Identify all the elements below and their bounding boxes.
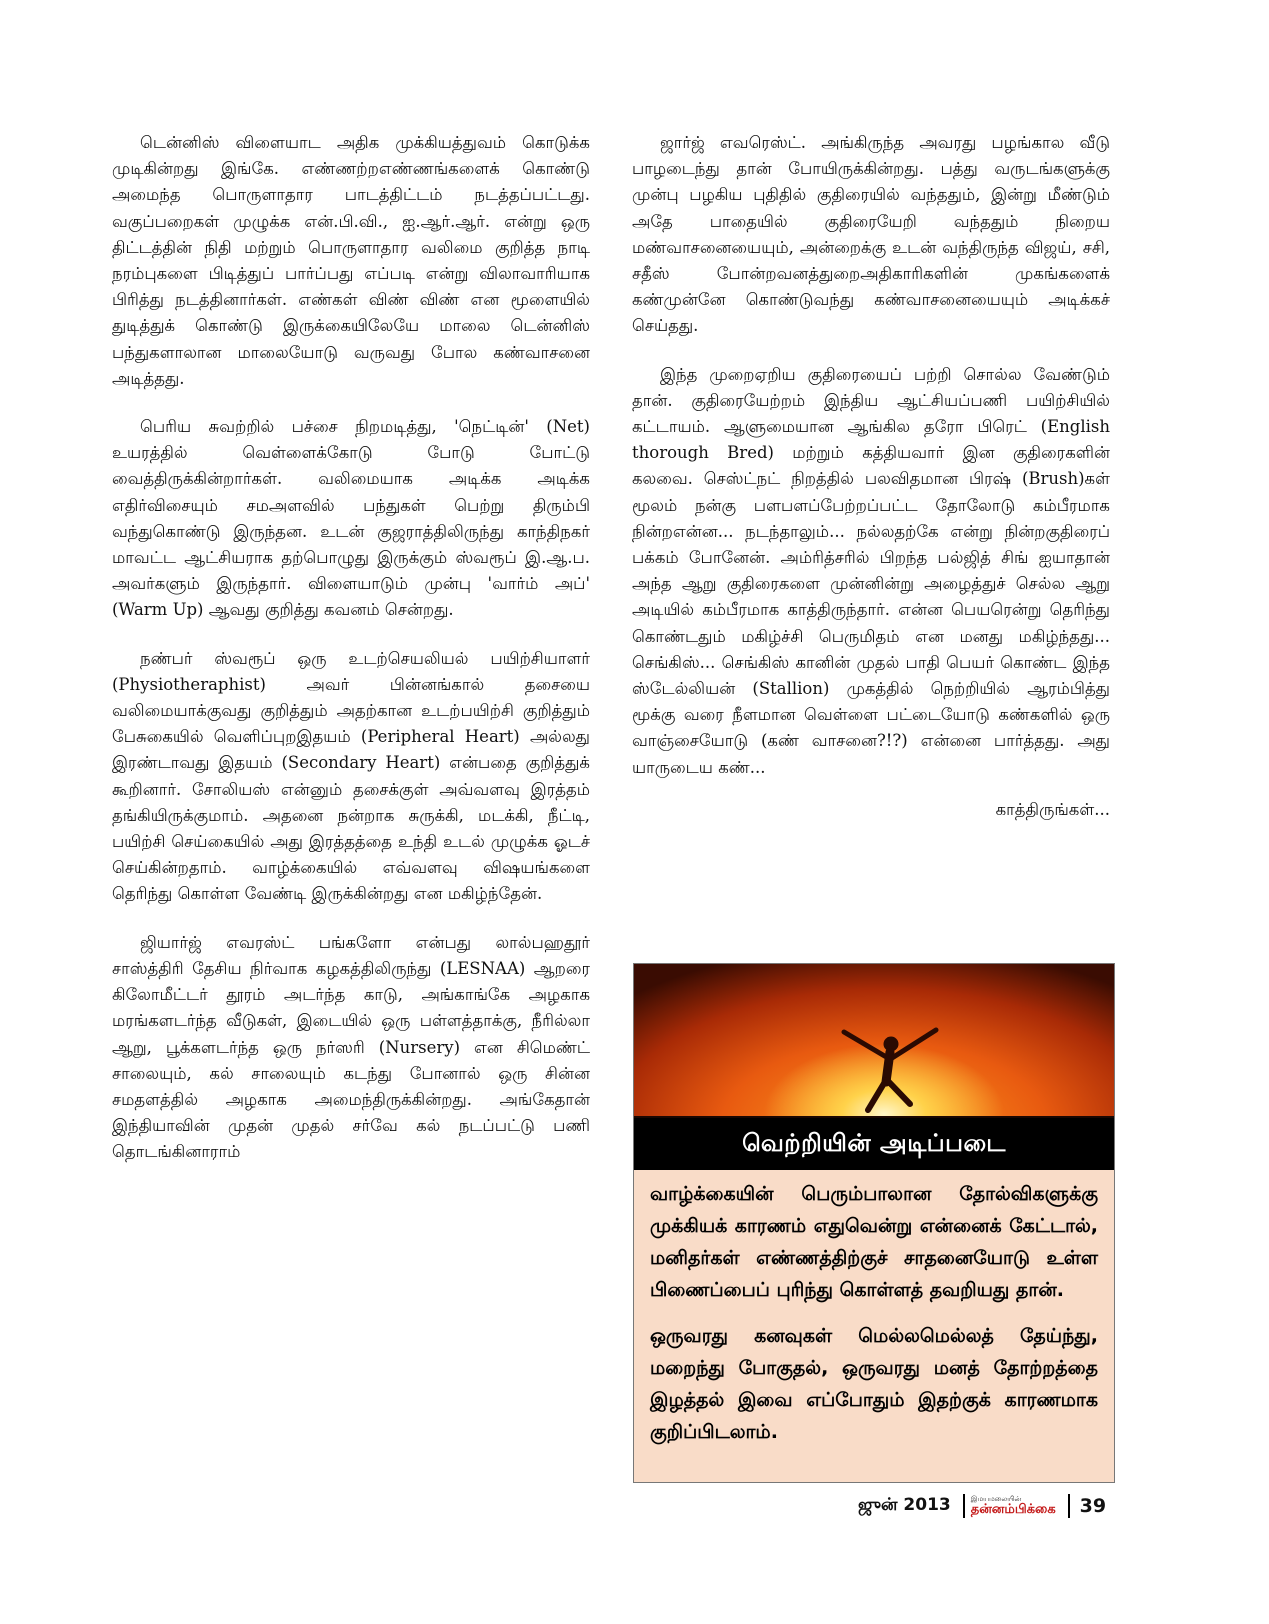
sidebar-text (634, 1170, 1114, 1448)
page-number: 39 (1079, 1495, 1107, 1517)
masthead-tagline: இமயமலையின் (970, 1495, 1022, 1503)
sunset-image (634, 964, 1114, 1170)
right-column (632, 130, 1110, 823)
page-footer (858, 1494, 1106, 1518)
masthead-name: தன்னம்பிக்கை (970, 1502, 1056, 1517)
jumping-person-icon (834, 1026, 944, 1126)
sidebar-title-banner (634, 1118, 1114, 1170)
footer-divider-2 (1068, 1494, 1070, 1518)
paragraph-george-everest: ஜார்ஜ் எவரெஸ்ட். அங்கிருந்த அவரது பழங்கால வீடு பாழடைந்து தான் போயிருக்கின்றது. பத்து வருடங்களுக்கு முன்பு பழகிய புதிதில் குதிரையில் வந்ததும், இன்று மீண்டும் அதே பாதையில் குதிரையேறி வந்ததும் நிறைய மண்வாசனையையும், அன்றைக்கு உடன் வந்திருந்த விஜய், சசி, சதீஸ் போன்றவனத்துறைஅதிகாரிகளின் முகங்களைக் கண்முன்னே கொண்டுவந்து கண்வாசனையையும் அடிக்கச் செய்தது. (632, 133, 1110, 336)
footer-divider (963, 1494, 965, 1518)
sidebar-paragraph-2: ஒருவரது கனவுகள் மெல்லமெல்லத் தேய்ந்து, மறைந்து போகுதல், ஒருவரது மனத் தோற்றத்தை இழத்தல் இவை எப்போதும் இதற்குக் காரணமாக குறிப்பிடலாம். (650, 1325, 1098, 1443)
paragraph-physio: நண்பர் ஸ்வரூப் ஒரு உடற்செயலியல் பயிற்சியாளர் (Physiotheraphist) அவர் பின்னங்கால் தசையை வலிமையாக்குவது குறித்தும் அதற்கான உடற்பயிற்சி குறித்தும் பேசுகையில் வெளிப்புறஇதயம் (Peripheral Heart) அல்லது இரண்டாவது இதயம் (Secondary Heart) என்பதை குறித்துக் கூறினார். சோலியஸ் என்னும் தசைக்குள் அவ்வளவு இரத்தம் தங்கியிருக்குமாம். அதனை நன்றாக சுருக்கி, மடக்கி, நீட்டி, பயிற்சி செய்கையில் அது இரத்தத்தை உந்தி உடல் முழுக்க ஓடச் செய்கின்றதாம். வாழ்க்கையில் எவ்வளவு விஷயங்களை தெரிந்து கொள்ள வேண்டி இருக்கின்றது என மகிழ்ந்தேன். (112, 648, 590, 904)
left-column (112, 130, 590, 1188)
masthead-logo (971, 1496, 1056, 1516)
paragraph-horse: இந்த முறைஏறிய குதிரையைப் பற்றி சொல்ல வேண்டும் தான். குதிரையேற்றம் இந்திய ஆட்சியப்பணி பயிற்சியில் கட்டாயம். ஆளுமையான ஆங்கில தரோ பிரெட் (English thorough Bred) மற்றும் கத்தியவார் இன குதிரைகளின் கலவை. செஸ்ட்நட் நிறத்தில் பலவிதமான பிரஷ் (Brush)கள் மூலம் நன்கு பளபளப்பேற்றப்பட்ட தோலோடு கம்பீரமாக நின்றஎன்ன... நடந்தாலும்... நல்லதற்கே என்று நின்றகுதிரைப் பக்கம் போனேன். அம்ரித்சரில் பிறந்த பல்ஜித் சிங் ஐயாதான் அந்த ஆறு குதிரைகளை முன்னின்று அழைத்துச் செல்ல ஆறு அடியில் கம்பீரமாக காத்திருந்தார். என்ன பெயரென்று தெரிந்து கொண்டதும் மகிழ்ச்சி பெருமிதம் என மனது மகிழ்ந்தது... செங்கிஸ்... செங்கிஸ் கானின் முதல் பாதி பெயர் கொண்ட இந்த ஸ்டேல்லியன் (Stallion) முகத்தில் நெற்றியில் ஆரம்பித்து மூக்கு வரை நீளமான வெள்ளை பட்டையோடு கண்களில் ஒரு வாஞ்சையோடு (கண் வாசனை?!?) என்னை பார்த்தது. அது யாருடைய கண்... (632, 364, 1110, 777)
paragraph-everest-bungalow: ஜியார்ஜ் எவரஸ்ட் பங்களோ என்பது லால்பஹதூர் சாஸ்த்திரி தேசிய நிர்வாக கழகத்திலிருந்து (LESNAA) ஆறரை கிலோமீட்டர் தூரம் அடர்ந்த காடு, அங்காங்கே அழகாக மரங்களடர்ந்த வீடுகள், இடையில் ஒரு பள்ளத்தாக்கு, நீரில்லா ஆறு, பூக்களடர்ந்த ஒரு நர்ஸரி (Nursery) என சிமெண்ட் சாலையும், கல் சாலையும் கடந்து போனால் ஒரு சின்ன சமதளத்தில் அழகாக அமைந்திருக்கின்றது. அங்கேதான் இந்தியாவின் முதன் முதல் சர்வே கல் நடப்பட்டு பணி தொடங்கினாராம் (112, 932, 590, 1162)
continued-note: காத்திருங்கள்... (995, 799, 1110, 819)
sidebar-title: வெற்றியின் அடிப்படை (742, 1128, 1006, 1157)
issue-date: ஜுன் 2013 (858, 1495, 951, 1515)
paragraph-wall: பெரிய சுவற்றில் பச்சை நிறமடித்து, 'நெட்டின்' (Net) உயரத்தில் வெள்ளைக்கோடு போடு போட்டு வைத்திருக்கின்றார்கள். வலிமையாக அடிக்க அடிக்க எதிர்விசையும் சமஅளவில் பந்துகள் பெற்று திரும்பி வந்துகொண்டு இருந்தன. உடன் குஜராத்திலிருந்து காந்திநகர் மாவட்ட ஆட்சியராக தற்பொழுது இருக்கும் ஸ்வரூப் இ.ஆ.ப. அவர்களும் இருந்தார். விளையாடும் முன்பு 'வார்ம் அப்' (Warm Up) ஆவது குறித்து கவனம் சென்றது. (112, 417, 590, 620)
sidebar-paragraph-1: வாழ்க்கையின் பெரும்பாலான தோல்விகளுக்கு முக்கியக் காரணம் எதுவென்று என்னைக் கேட்டால், மனிதர்கள் எண்ணத்திற்குச் சாதனையோடு உள்ள பிணைப்பைப் புரிந்து கொள்ளத் தவறியது தான். (650, 1183, 1098, 1301)
paragraph-tennis: டென்னிஸ் விளையாட அதிக முக்கியத்துவம் கொடுக்க முடிகின்றது இங்கே. எண்ணற்றஎண்ணங்களைக் கொண்டு அமைந்த பொருளாதார பாடத்திட்டம் நடத்தப்பட்டது. வகுப்பறைகள் முழுக்க என்.பி.வி., ஐ.ஆர்.ஆர். என்று ஒரு திட்டத்தின் நிதி மற்றும் பொருளாதார வலிமை குறித்த நாடி நரம்புகளை பிடித்துப் பார்ப்பது எப்படி என்று விலாவாரியாக பிரித்து நடத்தினார்கள். எண்கள் விண் விண் என மூளையில் துடித்துக் கொண்டு இருக்கையிலேயே மாலை டென்னிஸ் பந்துகளாலான மாலையோடு வருவது போல கண்வாசனை அடித்தது. (112, 133, 590, 388)
sidebar-box (633, 963, 1115, 1483)
